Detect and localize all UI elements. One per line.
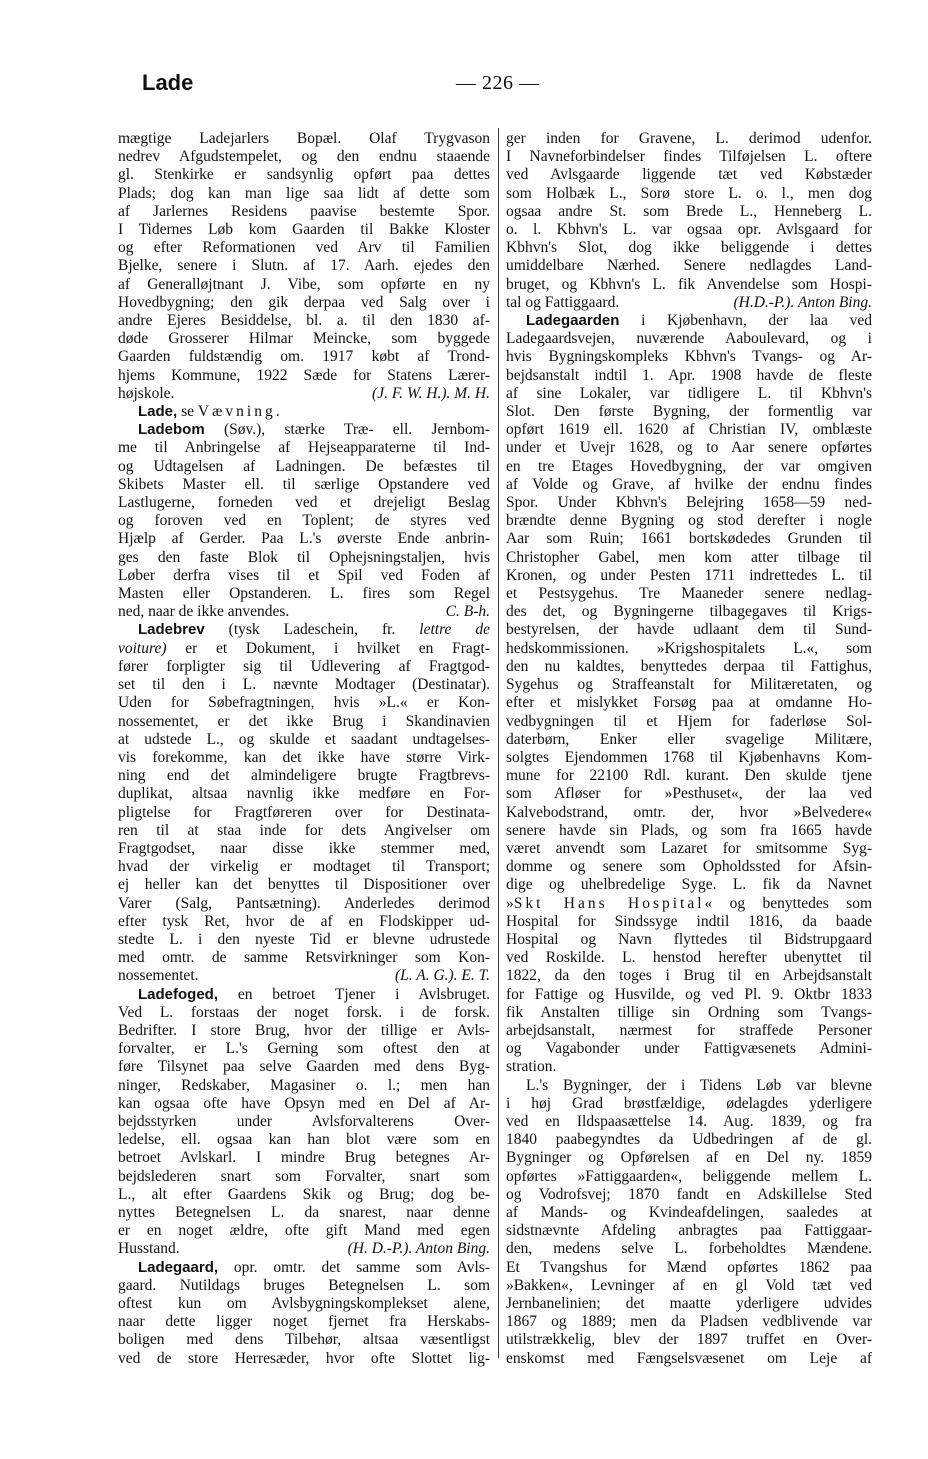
text-line: af Mands- og Kvindeafdelingen, saaledes at — [506, 1203, 872, 1221]
text-line: Bygninger og Opførelsen af en Del ny. 1859 — [506, 1149, 872, 1167]
entry-headword: Lade, — [138, 403, 178, 421]
text-line: kan ogsaa ofte have Opsyn med en Del af Ar- — [118, 1094, 490, 1112]
text-line: naar dette ligger noget fjernet fra Herskabs- — [118, 1313, 490, 1331]
author-signature: (H.D.-P.). Anton Bing. — [733, 293, 872, 311]
text-line: Ladegaardsvejen, nuværende Aaboulevard, og i — [506, 330, 872, 348]
text-line: og foroven ved en Toplent; de styres ved — [118, 512, 490, 530]
text-line: af sine Lokaler, var tidligere L. til Kbhvn's — [506, 384, 872, 402]
text-line: Gaarden fuldstændig om. 1917 købt af Trond- — [118, 348, 490, 366]
text-line: enskomst med Fængselsvæsenet om Leje af — [506, 1349, 872, 1367]
text-line: bejdsanstalt indtil 1. Apr. 1908 havde de fleste — [506, 366, 872, 384]
text-line: Slot. Den første Bygning, der formentlig var — [506, 403, 872, 421]
text-line: solgtes Ejendommen 1768 til Kjøbenhavns Kom- — [506, 748, 872, 766]
text-segment: er et Dokument, i hvilket en Fragt- — [185, 639, 490, 657]
spaced-name: Skt Hans Hospital — [513, 894, 705, 912]
text-line: Hospital og Navn flyttedes til Bidstrupgaard — [506, 930, 872, 948]
text-line: I Navneforbindelser findes Tilføjelsen L. oftere — [506, 148, 872, 166]
page-number: — 226 — — [456, 72, 540, 94]
text-line: Kalvebodstrand, omtr. der, hvor »Belvedere« — [506, 803, 872, 821]
text-line: bruget, og Kbhvn's L. fik Anvendelse som Hospi- — [506, 275, 872, 293]
text-segment: tal og Fattiggaard. — [506, 293, 620, 311]
text-line: under et Uvejr 1628, og to Aar senere opførtes — [506, 439, 872, 457]
text-line: Kronen, og under Pesten 1711 indrettedes L. til — [506, 566, 872, 584]
text-line: Masten eller Opstanderen. L. fires som Regel — [118, 585, 490, 603]
text-line — [506, 895, 872, 913]
text-line: Hospital for Sindssyge indtil 1816, da baade — [506, 912, 872, 930]
text-line: gaard. Nutildags bruges Betegnelsen L. som — [118, 1276, 490, 1294]
text-line — [506, 312, 872, 330]
entry-ladegaard — [118, 1259, 490, 1368]
text-line: brændte denne Bygning og stod derefter i nogle — [506, 512, 872, 530]
text-line: Lastlugerne, forneden ved et drejeligt Beslag — [118, 494, 490, 512]
text-segment: (Søv.), stærke Træ- ell. Jernbom- — [223, 421, 490, 439]
text-line: senere havde sin Plads, og som fra 1665 havde — [506, 821, 872, 839]
text-line — [118, 621, 490, 639]
text-line: 1822, da den toges i Brug til en Arbejdsanstalt — [506, 967, 872, 985]
text-line — [118, 986, 490, 1004]
text-segment: se — [181, 403, 194, 421]
text-line: oftest kun om Avlsbygningskomplekset alene, — [118, 1295, 490, 1312]
entry-headword: Ladegaard, — [138, 1258, 219, 1276]
text-line: L., alt efter Gaardens Skik og Brug; dog be- — [118, 1185, 490, 1203]
text-line: er en noget ældre, ofte gift Mand med egen — [118, 1222, 490, 1240]
text-line: at udstede L., og skulde et saadant undtagelses- — [118, 730, 490, 748]
text-segment: en betroet Tjener i Avlsbruget. — [237, 985, 490, 1003]
text-line: Sygehus og Straffeanstalt for Militæretaten, og — [506, 676, 872, 694]
text-line — [118, 1240, 490, 1258]
author-signature: C. B-h. — [445, 603, 490, 621]
entry-ladefoged — [118, 986, 490, 1259]
entry-lade-crossref — [118, 403, 490, 421]
text-line — [506, 294, 872, 312]
text-line: ogsaa andre St. som Brede L., Henneberg L. — [506, 202, 872, 220]
entry-ladebrev — [118, 621, 490, 985]
text-line: Fragtgodset, naar disse ikke stemmer med, — [118, 839, 490, 857]
text-line: sidstnævnte Afdeling anbragtes paa Fattiggaar- — [506, 1222, 872, 1240]
entry-headword: Ladebrev — [138, 621, 205, 639]
text-line: ved en Ildspaasættelse 14. Aug. 1839, og fra — [506, 1112, 872, 1130]
text-line: nedrev Afgudstempelet, og den endnu staaende — [118, 148, 490, 166]
text-line: ej heller kan det benyttes til Dispositioner over — [118, 876, 490, 894]
text-line: Et Tvangshus for Mænd opførtes 1862 paa — [506, 1258, 872, 1276]
text-line: af Volde og Grave, af hvilke der endnu findes — [506, 475, 872, 493]
author-signature: (L. A. G.). E. T. — [394, 967, 490, 985]
text-segment: voiture) — [118, 639, 167, 657]
text-line: af Generalløjtnant J. Vibe, som opførte en ny — [118, 275, 490, 293]
page-header — [120, 70, 878, 104]
text-line: Hjælp af Gerder. Paa L.'s øverste Ende anbrin- — [118, 530, 490, 548]
text-line: boligen med dens Tilbehør, altsaa væsentligst — [118, 1331, 490, 1349]
text-segment: (tysk Ladeschein, fr. — [228, 621, 396, 639]
column-divider — [498, 128, 499, 1358]
author-signature: (H. D.-P.). Anton Bing. — [347, 1240, 490, 1258]
text-line: fører forpligter sig til Udlevering af Fragtgod- — [118, 657, 490, 675]
cross-reference: Vævning. — [197, 403, 283, 421]
text-line: hvad der virkelig er modtaget til Transport; — [118, 858, 490, 876]
text-line: ger inden for Gravene, L. derimod udenfor. — [506, 130, 872, 147]
text-line: domme og senere som Opholdssted for Afsin- — [506, 858, 872, 876]
text-line — [118, 403, 490, 421]
entry-headword: Ladegaarden — [526, 312, 620, 330]
entry-headword: Ladebom — [138, 421, 205, 439]
text-segment: » — [506, 894, 514, 912]
text-line: hvis Bygningskompleks Kbhvn's Tvangs- og Ar- — [506, 348, 872, 366]
text-line: bejdslederen snart som Forvalter, snart som — [118, 1167, 490, 1185]
text-line: efter tysk Ret, hvor de af en Flodskipper ud- — [118, 912, 490, 930]
text-line: me til Anbringelse af Hejseapparaterne til Ind- — [118, 439, 490, 457]
text-line: hjems Kommune, 1922 Sæde for Statens Lærer- — [118, 366, 490, 384]
text-line: og Vagabonder under Fattigvæsenets Admini- — [506, 1040, 872, 1058]
text-line: dige og uhelbredelige Syge. L. fik da Navnet — [506, 876, 872, 894]
text-line: en tre Etages Hovedbygning, der var omgiven — [506, 457, 872, 475]
text-line: stedte L. i den nyeste Tid er blevne udrustede — [118, 930, 490, 948]
text-segment: « og benyttedes som — [704, 894, 872, 912]
text-line: Skibets Master ell. til særlige Opstandere ved — [118, 475, 490, 493]
text-line: et Pestsygehus. Tre Maaneder senere nedlag- — [506, 585, 872, 603]
text-line: ved de store Herresæder, hvor ofte Slottet lig- — [118, 1349, 490, 1367]
text-line: døde Grosserer Hilmar Meincke, som byggede — [118, 330, 490, 348]
text-line: Bjelke, senere i Slutn. af 17. Aarh. ejedes den — [118, 257, 490, 275]
text-line: den nu kaldtes, benyttedes derpaa til Fattighus, — [506, 657, 872, 675]
text-line — [118, 385, 490, 403]
entry-lade-continued — [118, 130, 490, 403]
text-segment: opr. omtr. det samme som Avls- — [233, 1258, 490, 1276]
running-headword: Lade — [142, 70, 194, 95]
text-line: Hovedbygning; den gik derpaa ved Salg over i — [118, 293, 490, 311]
text-line: og efter Reformationen ved Arv til Familien — [118, 239, 490, 257]
text-line: umiddelbare Nærhed. Senere nedlagdes Land- — [506, 257, 872, 275]
text-segment: i Kjøbenhavn, der laa ved — [641, 312, 872, 330]
text-line: den, medens selve L. forbeholdtes Mændene. — [506, 1240, 872, 1258]
text-line: Varer (Salg, Pantsætning). Anderledes derimod — [118, 894, 490, 912]
text-line: Christopher Gabel, men kom atter tilbage til — [506, 548, 872, 566]
text-line: des det, og Bygningerne tilbagegaves til Krigs- — [506, 603, 872, 621]
text-line: og Vodrofsvej; 1870 fandt en Adskillelse Sted — [506, 1185, 872, 1203]
text-line: ved Roskilde. L. henstod herefter ubenyttet til — [506, 949, 872, 967]
text-line: vis forekomme, kan det ikke have større Virk- — [118, 748, 490, 766]
text-line: andre Ejeres Besiddelse, bl. a. til den 1830 af- — [118, 312, 490, 330]
text-line: stration. — [506, 1058, 557, 1076]
text-line: arbejdsanstalt, nærmest for straffede Personer — [506, 1021, 872, 1039]
text-line: ved Avlsgaarde liggende tæt ved Købstæder — [506, 166, 872, 184]
author-signature: (J. F. W. H.). M. H. — [372, 384, 490, 402]
text-line: hedskommissionen. »Krigshospitalets L.«, som — [506, 639, 872, 657]
text-line: gl. Stenkirke er sandsynlig opført paa dettes — [118, 166, 490, 184]
text-line: for Fattige og Husvilde, og ved Pl. 9. Oktbr 1833 — [506, 985, 872, 1003]
entry-headword: Ladefoged, — [138, 985, 219, 1003]
text-line: med omtr. de samme Retsvirkninger som Kon- — [118, 949, 490, 967]
entry-ladegaard-continued — [506, 130, 872, 312]
text-line: efter et mislykket Forsøg paa at omdanne Ho- — [506, 694, 872, 712]
text-line: 1867 og 1889; men da Pladsen vedblivende var — [506, 1313, 872, 1331]
text-line: bestyrelsen, der havde udlaant dem til Sund- — [506, 621, 872, 639]
text-line: mægtige Ladejarlers Bopæl. Olaf Trygvason — [118, 130, 490, 147]
text-line — [118, 1259, 490, 1277]
text-line: fik Anstalten tillige sin Ordning som Tvangs- — [506, 1003, 872, 1021]
text-line: nyttes Betegnelsen L. da snarest, naar denne — [118, 1203, 490, 1221]
entry-ladebom — [118, 421, 490, 621]
text-line: ning end det almindeligere brugte Fragtbrevs- — [118, 767, 490, 785]
text-line: mune for 22100 Rdl. kurant. Den skulde tjene — [506, 767, 872, 785]
text-line: Aar som Ruin; 1661 bortskødedes Grunden til — [506, 530, 872, 548]
text-line: L.'s Bygninger, der i Tidens Løb var blevne — [526, 1076, 872, 1094]
text-line: pligtelse for Fragtføreren over for Destinata- — [118, 803, 490, 821]
text-line: betroet Avlskarl. I mindre Brug betegnes Ar- — [118, 1149, 490, 1167]
text-line: bejdsstyrken under Avlsforvalterens Over- — [118, 1112, 490, 1130]
text-line: nossementet, er det ikke Brug i Skandinavien — [118, 712, 490, 730]
text-line: og Udtagelsen af Ladningen. De befæstes til — [118, 457, 490, 475]
text-line: Kbhvn's Slot, dog ikke beliggende i dettes — [506, 239, 872, 257]
text-line: forvalter, er L.'s Gerning som oftest den at — [118, 1040, 490, 1058]
left-column — [118, 130, 490, 1368]
text-line: daterbørn, Enker eller svagelige Militære, — [506, 730, 872, 748]
text-segment: nossementet. — [118, 967, 199, 985]
text-line: opførtes »Fattiggaarden«, beliggende mellem L. — [506, 1167, 872, 1185]
text-line: 1840 paabegyndtes da Udbedringen af de gl. — [506, 1131, 872, 1149]
text-segment: Husstand. — [118, 1240, 180, 1258]
text-line: i høj Grad brøstfældige, ødelagdes yderligere — [506, 1094, 872, 1112]
text-segment: højskole. — [118, 384, 175, 402]
text-segment: lettre de — [419, 621, 490, 639]
text-line: opført 1619 ell. 1620 af Christian IV, omblæste — [506, 421, 872, 439]
text-line: ren til at staa inde for dets Angivelser om — [118, 821, 490, 839]
text-line: Jernbanelinien; det maatte yderligere udvides — [506, 1295, 872, 1312]
text-line — [118, 603, 490, 621]
text-line: Uden for Søbefragtningen, hvis »L.« er Kon- — [118, 694, 490, 712]
text-line: Plads; dog kan man lige saa lidt af dette som — [118, 184, 490, 202]
text-line: o. l. Kbhvn's L. var ogsaa opr. Avlsgaard for — [506, 221, 872, 239]
text-line: føre Tilsynet paa selve Gaarden med dens Byg- — [118, 1058, 490, 1076]
right-column — [506, 130, 872, 1368]
text-line: som Holbæk L., Sorø store L. o. l., men dog — [506, 184, 872, 202]
text-line: Bedrifter. I store Brug, hvor der tillige er Avls- — [118, 1021, 490, 1039]
text-line: Spor. Under Kbhvn's Belejring 1658—59 ned- — [506, 494, 872, 512]
entry-ladegaarden — [506, 312, 872, 1368]
text-line: ges den faste Blok til Ophejsningstaljen, hvis — [118, 548, 490, 566]
text-line — [118, 421, 490, 439]
text-line: I Tidernes Løb kom Gaarden til Bakke Kloster — [118, 221, 490, 239]
text-line: været anvendt som Lazaret for smitsomme Syg- — [506, 839, 872, 857]
text-line: ledelse, ell. ogsaa kan han blot være som en — [118, 1131, 490, 1149]
text-line: utilstrækkelig, blev der 1897 truffet en Over- — [506, 1331, 872, 1349]
text-line: af Jarlernes Residens paavise bestemte Spor. — [118, 202, 490, 220]
text-line: Ved L. forstaas der noget forsk. i de forsk. — [118, 1003, 490, 1021]
text-line — [118, 640, 490, 658]
text-line — [118, 967, 490, 985]
text-line: duplikat, altsaa navnlig ikke medføre en For- — [118, 785, 490, 803]
text-segment: ned, naar de ikke anvendes. — [118, 603, 290, 621]
text-line: Løber derfra vises til et Spil ved Foden af — [118, 566, 490, 584]
text-line: set til den i L. nævnte Modtager (Destinatar). — [118, 676, 490, 694]
text-line: som Afløser for »Pesthuset«, der laa ved — [506, 785, 872, 803]
text-line: »Bakken«, Levninger af en gl Vold tæt ved — [506, 1276, 872, 1294]
text-line: ninger, Redskaber, Magasiner o. l.; men han — [118, 1076, 490, 1094]
text-line: vedbygningen til et Hjem for faderløse Sol- — [506, 712, 872, 730]
